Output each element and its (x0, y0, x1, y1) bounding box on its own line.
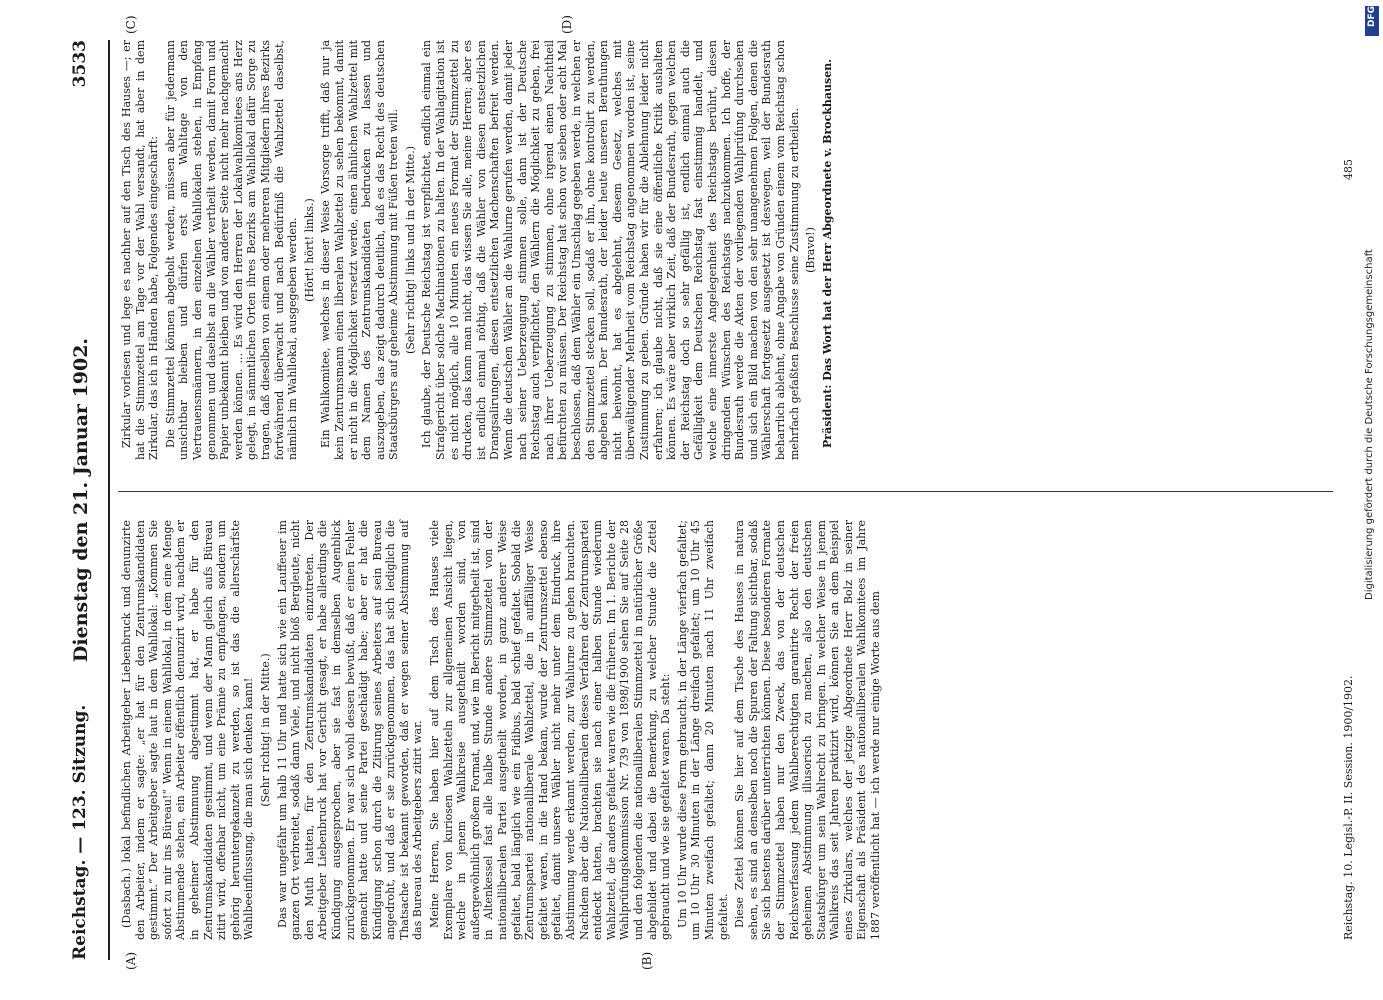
header-center: Dienstag den 21. Januar 1902. (70, 337, 92, 663)
margin-mark-d: (D) (560, 15, 574, 34)
paragraph: Meine Herren, Sie haben hier auf dem Tisch des Hauses viele Exemplare von kuriosen Wahlzetteln zur allgemeinen Ansicht liegen, welche in jenem Wahlkreise ausgetheilt worden sind, von außergewöhnlich großem Format, und, wie im Bericht mitgetheilt ist, sind in Altenkessel fast alle halbe Stunde andere Stimmzettel von der nationalliberalen Partei ausgetheilt worden, in ganz anderer Weise gefaltet, bald länglich wie ein Fidibus, bald schief gefaltet. Sobald die Zentrumspartei nationalliberale Wahlzettel, die in auffälliger Weise gefaltet waren, in die Hand bekam, wurde der Zentrumszettel ebenso gefaltet, damit unsere Wähler nicht mehr unter dem Eindruck, ihre Abstimmung werde erkannt werden, zur Wahlurne zu gehen brauchten. Nachdem aber die Nationalliberalen dieses Verfahren der Zentrumspartei entdeckt hatten, brachten sie nach einer halben Stunde wiederum Wahlzettel, die anders gefaltet waren wie die früheren. Im 1. Berichte der Wahlprüfungskommission Nr. 739 von 1898/1900 sehen Sie auf Seite 28 und den folgenden die nationalliberalen Stimmzettel in natürlicher Größe abgebildet und dabei die Bemerkung, zu welcher Stunde die Zettel gebraucht und wie sie gefaltet waren. Da steht: (428, 520, 673, 940)
paragraph: Diese Zettel können Sie hier auf dem Tische des Hauses in natura sehen, es sind an denselben noch die Spuren der Faltung sichtbar, sodaß Sie sich bestens darüber unterrichten können. Diese besonderen Formate der Stimmzettel haben nur den Zweck, das von der deutschen Reichsverfassung jedem Wahlberechtigten garantirte Recht der freien geheimen Abstimmung illusorisch zu machen, also den deutschen Staatsbürger um sein Wahlrecht zu bringen. In welcher Weise in jenem Wahlkreis das seit Jahren praktizirt wird, können Sie an dem Beispiel eines Zirkulars, welches der jetzige Abgeordnete Herr Bolz in seiner Eigenschaft als Präsident des nationalliberalen Wahlkomitees im Jahre 1887 veröffentlicht hat — ich werde nur einige Worte aus dem (733, 520, 883, 940)
quote: Um 10 Uhr wurde diese Form gebraucht, in der Länge vierfach gefaltet; um 10 Uhr 30 Minuten in der Länge dreifach gefaltet; um 10 Uhr 45 Minuten zweifach gefaltet; dann 20 Minuten nach 11 Uhr zweifach gefaltet. (675, 520, 730, 940)
paragraph: Zirkular vorlesen und lege es nachher auf den Tisch des Hauses —; er hat die Stimmzettel am Tage vor der Wahl versandt, hat aber in dem Zirkular, das ich in Händen habe, Folgendes eingeschärft: (120, 40, 161, 460)
header-left: Reichstag. — 123. Sitzung. (70, 704, 90, 960)
footer-page-number: 485 (1342, 159, 1355, 180)
page-footer: Reichstag. 10. Legisl.-P. II. Session. 1900/1902. (1342, 675, 1355, 940)
header-rule (108, 40, 110, 960)
interjection: (Hört! hört! links.) (302, 198, 316, 302)
interjection: (Bravo!) (804, 227, 818, 273)
digitization-credit: Digitalisierung gefördert durch die Deutsche Forschungsgemeinschaft (1364, 249, 1375, 600)
margin-mark-c: (C) (124, 15, 138, 34)
paragraph: (Dasbach.) lokal befindlichen Arbeitgeber Liebenbruck und denunzirte den Arbeiter, indem er sagte: „er hat für den Zentrumskandidaten gestimmt.“ Der Arbeitgeber sagte laut in dem Wahllokal: „Kommen Sie sofort zu mir ins Büreau!“ Wenn in einem Wahllokal, in dem eine Menge Abstimmende stehen, ein Arbeiter öffentlich denunzirt wird, nachdem er in geheimer Abstimmung abgestimmt hat, er habe für den Zentrumskandidaten gestimmt, und wenn der Mann gleich aufs Büreau zitirt wird, offenbar nicht, um eine Prämie zu empfangen, sondern um gehörig heruntergekanzelt zu werden, so ist das die allerschärfste Wahlbeeinflussung, die man sich denken kann! (120, 520, 256, 940)
paragraph: Ein Wahlkomitee, welches in dieser Weise Vorsorge trifft, daß nur ja kein Zentrumsmann einen liberalen Wahlzettel zu sehen bekommt, damit er nicht in die Möglichkeit versetzt werde, einen ähnlichen Wahlzettel mit dem Namen des Zentrumskandidaten bedrucken zu lassen und auszugeben, das zeigt dadurch deutlich, daß es das Recht des deutschen Staatsbürgers auf geheime Abstimmung mit Füßen treten will. (319, 40, 401, 460)
right-column (120, 40, 837, 460)
interjection: (Sehr richtig! links und in der Mitte.) (403, 145, 417, 355)
quote: Die Stimmzettel können abgeholt werden, müssen aber für jedermann unsichtbar bleiben und dürfen erst am Wahltage von den Vertrauensmännern, in den einzelnen Wahllokalen stehen, in Empfang genommen und daselbst an die Wähler vertheilt werden, damit Form und Papier unbekannt bleiben und von anderer Seite nicht mehr nachgemacht werden können. ... Es wird den Herren der Lokalwahlkomitees ans Herz gelegt, in sämmtlichen Orten ihres Bezirks am Wahllokal dafür Sorge zu tragen, daß dieselben von einem oder mehreren Mitgliedern ihres Bezirks fortwährend überwacht und nach Bedürfniß die Wahlzettel daselbst, nämlich im Wahllokal, ausgegeben werden. (163, 40, 300, 460)
page-header (62, 40, 112, 960)
margin-mark-b: (B) (640, 951, 654, 970)
header-page-number: 3533 (70, 40, 90, 88)
dfg-logo (1365, 6, 1379, 36)
margin-mark-a: (A) (124, 951, 138, 970)
dfg-logo-text: DFG (1367, 6, 1377, 28)
speaker-line: Präsident: Das Wort hat der Herr Abgeordnete v. Brockhausen. (820, 58, 834, 448)
interjection: (Sehr richtig! in der Mitte.) (258, 653, 272, 807)
paragraph: Ich glaube, der Deutsche Reichstag ist verpflichtet, endlich einmal ein Strafgericht über solche Machinationen zu halten. In der Wahlagitation ist es nicht möglich, alle 10 Minuten ein neues Format der Stimmzettel zu drucken, das kann man nicht, das wissen Sie alle, meine Herren; aber es ist endlich einmal nöthig, daß die Wähler von diesen entsetzlichen Drangsalirungen, diesen entsetzlichen Machenschaften befreit werden. Wenn die deutschen Wähler an die Wahlurne gerufen werden, damit jeder nach seiner Ueberzeugung stimmen solle, dann ist der Deutsche Reichstag auch verpflichtet, den Wählern die Möglichkeit zu geben, frei nach ihrer Ueberzeugung zu stimmen, ohne irgend einen Nachtheil befürchten zu müssen. Der Reichstag hat schon vor sieben oder acht Mal beschlossen, daß dem Wähler ein Umschlag gegeben werde, in welchen er den Stimmzettel stecken soll, sodaß er ihn, ohne kontrolirt zu werden, abgeben kann. Der Bundesrath, der leider heute unseren Berathungen nicht beiwohnt, hat es abgelehnt, diesem Gesetz, welches mit überwältigender Mehrheit vom Reichstag angenommen worden ist, seine Zustimmung zu geben. Gründe haben wir für die Ablehnung leider nicht erfahren; ich glaube nicht, daß sie eine öffentliche Kritik aushalten können. Es wäre aber wirklich Zeit, daß der Bundesrath, gegen welchen der Reichstag doch so sehr gefällig ist, endlich einmal auch die Gefälligkeit dem Deutschen Reichstag fast einstimmig handelt, und welche eine innerste Angelegenheit des Reichstags berührt, diesen dringenden Wünschen des Reichstags nachzukommen. Ich hoffe, der Bundesrath werde die Akten der vorliegenden Wahlprüfung durchsehen und sich ein Bild machen von den sehr unangenehmen Folgen, denen die Wählerschaft fortgesetzt ausgesetzt ist deswegen, weil der Bundesrath beharrlich ablehnt, ohne Angabe von Gründen einem vom Reichstag schon mehrfach gefaßten Beschlusse seine Zustimmung zu ertheilen. (420, 40, 801, 460)
paragraph: Das war ungefähr um halb 11 Uhr und hatte sich wie ein Lauffeuer im ganzen Ort verbreitet, sodaß dann Viele, und nicht bloß Bergleute, nicht den Muth hatten, für den Zentrumskandidaten einzutreten. Der Arbeitgeber Liebenbruck hat vor Gericht gesagt, er habe allerdings die Kündigung ausgesprochen, aber sie fast in demselben Augenblick zurückgenommen. Er war sich wohl dessen bewußt, daß er einen Fehler gemacht hatte und seine Partei geschädigt habe; aber er hat die Kündigung schon durch die Zitirung seines Arbeiters auf sein Bureau angedroht, und daß er sie zurückgenommen, das hat sich lediglich die Thatsache ist bekannt geworden, daß er wegen seiner Abstimmung auf das Bureau des Arbeitgebers zitirt war. (275, 520, 425, 940)
left-column (120, 520, 886, 940)
column-divider (118, 491, 1333, 492)
